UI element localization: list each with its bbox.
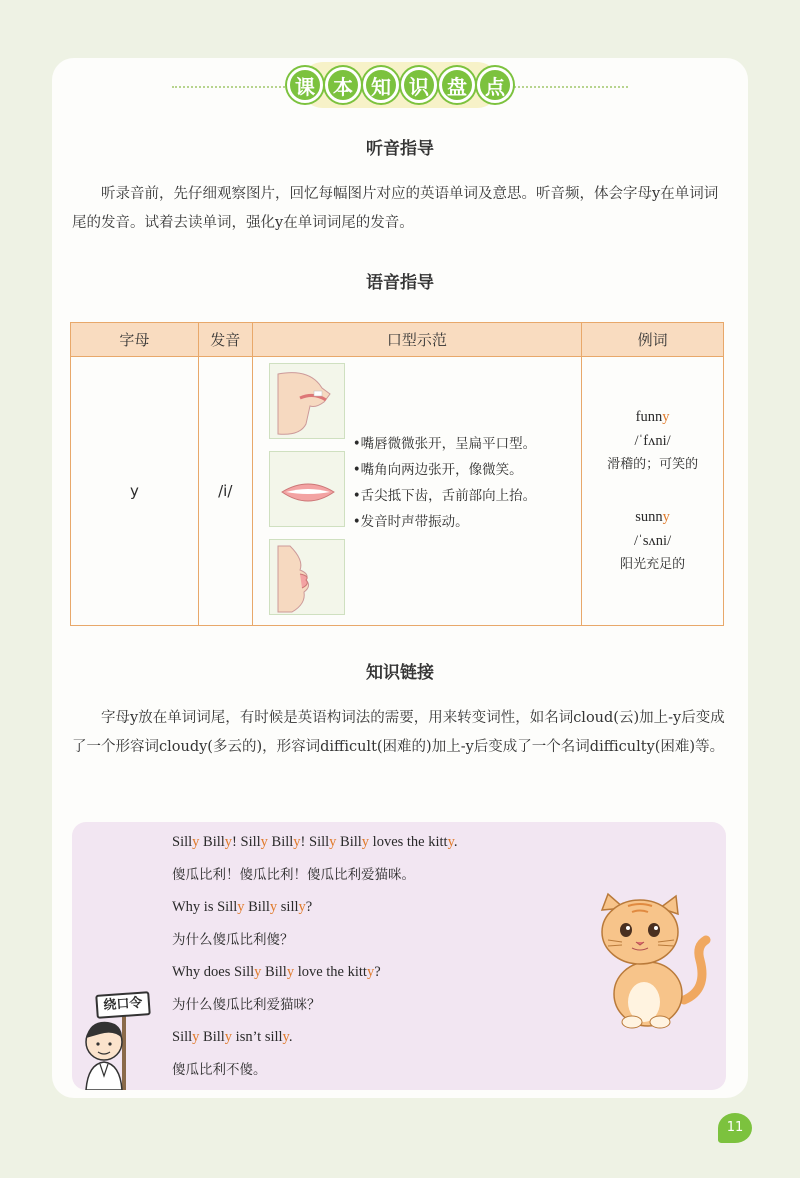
header-letter: 字母 bbox=[71, 323, 199, 357]
pronunciation-table bbox=[70, 322, 724, 626]
banner-char: 点 bbox=[477, 67, 513, 103]
tip-item: •嘴唇微微张开，呈扁平口型。 bbox=[352, 436, 537, 452]
letter-cell: y bbox=[71, 357, 199, 626]
mouth-side-cross-section-image bbox=[269, 363, 345, 439]
banner-char: 知 bbox=[363, 67, 399, 103]
tongue-twister-lines bbox=[172, 826, 458, 1086]
example-phonetic: /ˈfʌni/ bbox=[634, 433, 671, 449]
tongue-twister-line: Why is Silly Billy silly? bbox=[172, 899, 313, 915]
cat-illustration bbox=[588, 890, 718, 1030]
tongue-twister-line: Silly Billy isn’t silly. bbox=[172, 1029, 293, 1045]
tip-item: •舌尖抵下齿，舌前部向上抬。 bbox=[352, 488, 537, 504]
banner-right-rule bbox=[510, 86, 628, 88]
banner-char: 识 bbox=[401, 67, 437, 103]
section-title-listening: 听音指导 bbox=[0, 134, 800, 161]
listening-guidance-text: 听录音前，先仔细观察图片，回忆每幅图片对应的英语单词及意思。听音频，体会字母y在单词词尾的发音。试着去读单词，强化y在单词词尾的发音。 bbox=[72, 186, 719, 231]
banner-char: 盘 bbox=[439, 67, 475, 103]
banner-char: 本 bbox=[325, 67, 361, 103]
tongue-twister-translation: 为什么傻瓜比利傻？ bbox=[172, 931, 294, 948]
header-mouth-shape: 口型示范 bbox=[252, 323, 581, 357]
example-word: funny bbox=[635, 409, 670, 425]
smiling-lips-front-image bbox=[269, 451, 345, 527]
section-title-knowledge-link: 知识链接 bbox=[0, 658, 800, 685]
tongue-twister-translation: 为什么傻瓜比利爱猫咪？ bbox=[172, 996, 321, 1013]
banner-char: 课 bbox=[287, 67, 323, 103]
mouth-tips bbox=[353, 431, 536, 535]
example-phonetic: /ˈsʌni/ bbox=[634, 533, 672, 549]
tip-item: •嘴角向两边张开，像微笑。 bbox=[352, 462, 523, 478]
sound-cell: /i/ bbox=[198, 357, 252, 626]
example-word: sunny bbox=[635, 509, 670, 525]
page-banner bbox=[295, 62, 505, 108]
example-meaning: 阳光充足的 bbox=[620, 557, 686, 572]
knowledge-link-text: 字母y放在单词词尾，有时候是英语构词法的需要，用来转变词性，如名词cloud(云)加上-y后变成了一个形容词cloudy(多云的)，形容词difficult(困难的)加上-y后变成了一个名词difficulty(困难)等。 bbox=[72, 710, 725, 755]
page-number: 11 bbox=[718, 1113, 752, 1143]
example-sunny bbox=[582, 505, 723, 577]
tongue-twister-line: Why does Silly Billy love the kitty? bbox=[172, 964, 381, 980]
examples-cell bbox=[582, 357, 724, 626]
tongue-twister-translation: 傻瓜比利不傻。 bbox=[172, 1061, 267, 1078]
section-title-pronunciation: 语音指导 bbox=[0, 268, 800, 295]
tip-item: •发音时声带振动。 bbox=[352, 514, 469, 530]
lips-side-view-image bbox=[269, 539, 345, 615]
example-funny bbox=[582, 405, 723, 477]
header-examples: 例词 bbox=[582, 323, 724, 357]
example-meaning: 滑稽的；可笑的 bbox=[607, 457, 699, 472]
banner-left-rule bbox=[172, 86, 292, 88]
mouth-demo-cell bbox=[252, 357, 581, 626]
tongue-twister-badge: 绕口令 bbox=[95, 991, 151, 1019]
header-sound: 发音 bbox=[198, 323, 252, 357]
tongue-twister-line: Silly Billy! Silly Billy! Silly Billy loves the kitty. bbox=[172, 834, 458, 850]
tongue-twister-translation: 傻瓜比利！傻瓜比利！傻瓜比利爱猫咪。 bbox=[172, 866, 415, 883]
